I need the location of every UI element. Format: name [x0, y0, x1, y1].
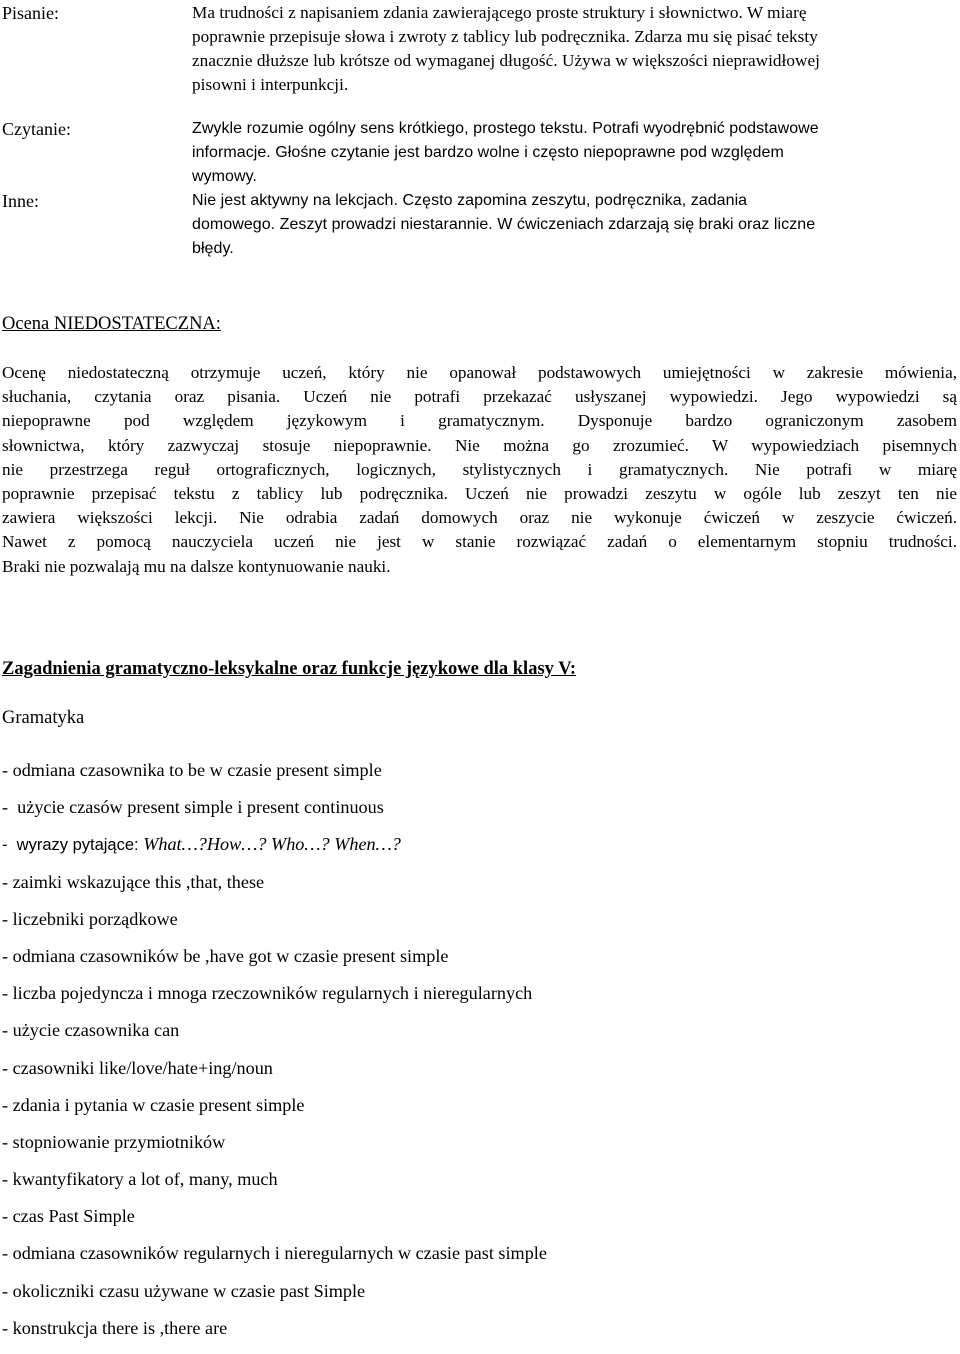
list-item: - kwantyfikatory a lot of, many, much — [2, 1169, 278, 1190]
paragraph-line: niepoprawne pod względem językowym i gramatycznym. Dysponuje bardzo ograniczonym zasobem — [2, 411, 957, 431]
paragraph-line: słuchania, czytania oraz pisania. Uczeń nie potrafi przekazać usłyszanej wypowiedzi. Jego wypowiedzi są — [2, 387, 957, 407]
question-words: What…?How…? Who…? When…? — [143, 834, 401, 855]
paragraph-line: Nawet z pomocą nauczyciela uczeń nie jest w stanie rozwiązać zadań o elementarnym stopniu trudności. — [2, 532, 957, 552]
list-item-question-words — [2, 833, 547, 870]
list-item: - zdania i pytania w czasie present simple — [2, 1094, 305, 1115]
ocena-heading: Ocena NIEDOSTATECZNA: — [2, 314, 221, 334]
question-words-prefix: - wyrazy pytające: — [2, 836, 144, 855]
list-item: - użycie czasów present simple i present continuous — [2, 797, 384, 818]
row-label-czytanie: Czytanie: — [2, 119, 71, 139]
list-item: - zaimki wskazujące this ,that, these — [2, 871, 265, 892]
text-line: Nie jest aktywny na lekcjach. Często zapomina zeszytu, podręcznika, zadania — [192, 192, 748, 209]
text-line: Zwykle rozumie ogólny sens krótkiego, prostego tekstu. Potrafi wyodrębnić podstawowe — [192, 120, 819, 137]
paragraph-line: nie przestrzega reguł ortograficznych, logicznych, stylistycznych i gramatycznych. Nie potrafi w miarę — [2, 459, 957, 479]
row-text-pisanie — [192, 1, 958, 97]
zagadnienia-title: Zagadnienia gramatyczno-leksykalne oraz funkcje językowe dla klasy V: — [2, 659, 577, 679]
ocena-paragraph — [2, 361, 957, 579]
grammar-topics-list — [2, 759, 547, 1354]
row-text-czytanie — [192, 117, 958, 190]
text-line: domowego. Zeszyt prowadzi niestarannie. W ćwiczeniach zdarzają się braki oraz liczne — [192, 216, 816, 234]
paragraph-line: Ocenę niedostateczną otrzymuje uczeń, który nie opanował podstawowych umiejętności w zakresie mówienia, — [2, 363, 957, 382]
text-line: wymowy. — [192, 168, 257, 186]
list-item: - użycie czasownika can — [2, 1020, 180, 1041]
list-item: - odmiana czasowników regularnych i nieregularnych w czasie past simple — [2, 1243, 547, 1264]
list-item: - liczba pojedyncza i mnoga rzeczowników regularnych i nieregularnych — [2, 983, 533, 1004]
list-item: - odmiana czasownika to be w czasie present simple — [2, 760, 382, 780]
list-item: - odmiana czasowników be ,have got w czasie present simple — [2, 945, 449, 966]
row-label-pisanie: Pisanie: — [2, 3, 59, 23]
list-item: - konstrukcja there is ,there are — [2, 1317, 228, 1338]
row-text-inne — [192, 189, 958, 262]
list-item: - okoliczniki czasu używane w czasie past Simple — [2, 1280, 366, 1301]
text-line: błędy. — [192, 240, 234, 258]
text-line: znacznie dłuższe lub krótsze od wymaganej długość. Używa w większości nieprawidłowej — [192, 51, 820, 70]
text-line: poprawnie przepisuje słowa i zwroty z tablicy lub podręcznika. Zdarza mu się pisać teksty — [192, 27, 818, 46]
paragraph-line: poprawnie przepisać tekstu z tablicy lub podręcznika. Uczeń nie prowadzi zeszytu w ogóle lub zeszyt ten nie — [2, 484, 957, 504]
list-item: - czasowniki like/love/hate+ing/noun — [2, 1057, 273, 1078]
paragraph-line: Braki nie pozwalają mu na dalsze kontynuowanie nauki. — [2, 556, 391, 576]
row-pisanie — [2, 1, 958, 97]
row-inne — [2, 189, 958, 262]
row-czytanie — [2, 117, 958, 190]
list-item: - czas Past Simple — [2, 1206, 135, 1227]
list-item: - stopniowanie przymiotników — [2, 1131, 226, 1152]
text-line: informacje. Głośne czytanie jest bardzo wolne i często niepoprawne pod względem — [192, 144, 784, 162]
text-line: pisowni i interpunkcji. — [192, 75, 349, 94]
text-line: Ma trudności z napisaniem zdania zawierającego proste struktury i słownictwo. W miarę — [192, 3, 807, 22]
row-label-inne: Inne: — [2, 191, 39, 211]
list-item: - liczebniki porządkowe — [2, 908, 178, 929]
gramatyka-subtitle: Gramatyka — [2, 708, 85, 728]
paragraph-line: zawiera większości lekcji. Nie odrabia zadań domowych oraz nie wykonuje ćwiczeń w zeszycie ćwiczeń. — [2, 508, 957, 528]
paragraph-line: słownictwa, który zazwyczaj stosuje niepoprawnie. Nie można go zrozumieć. W wypowiedziach pisemnych — [2, 435, 957, 455]
